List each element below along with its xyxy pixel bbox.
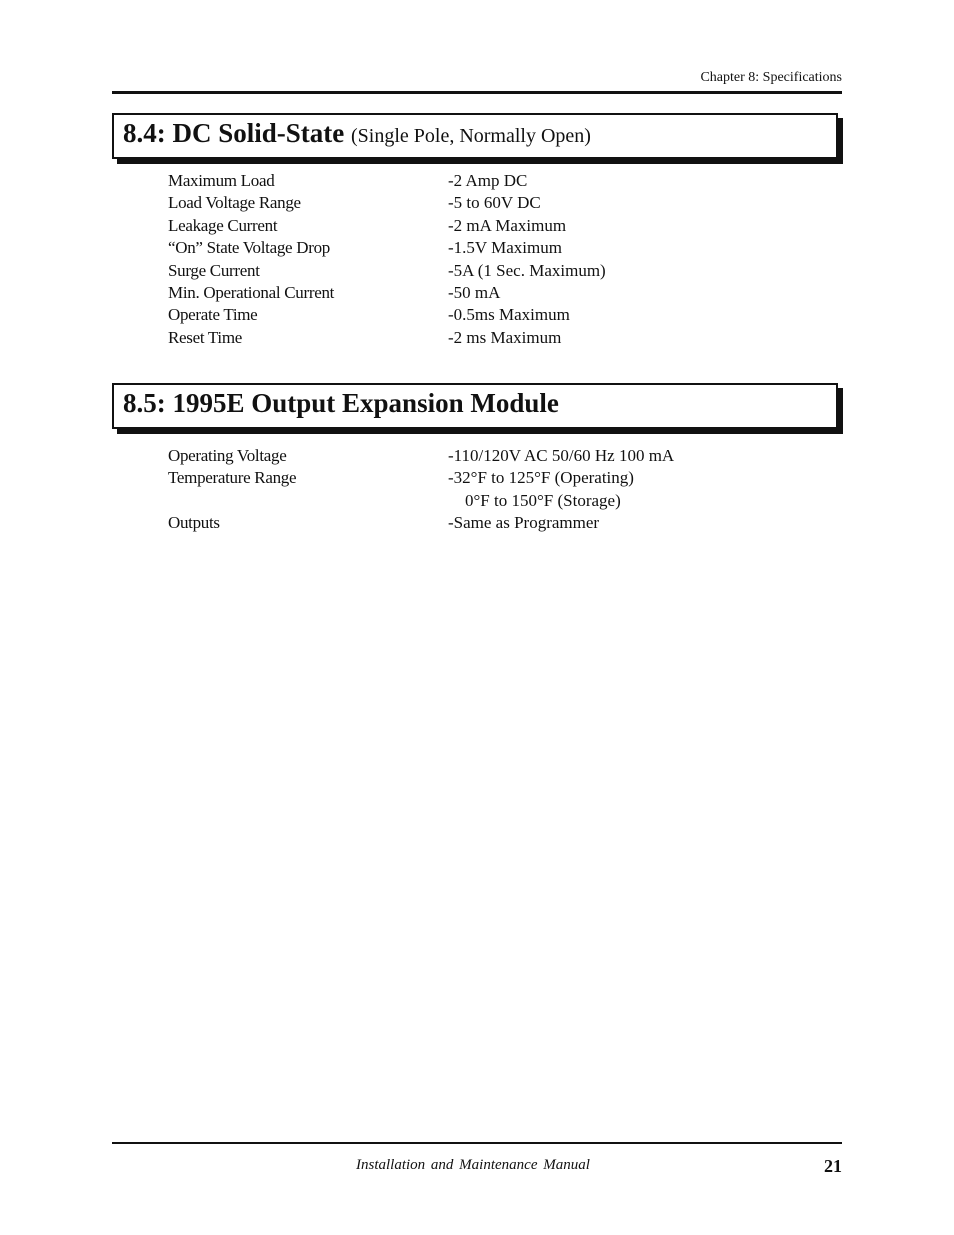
- footer-manual-title: Installation and Maintenance Manual: [356, 1157, 590, 1173]
- spec-value: [448, 260, 768, 282]
- spec-value: [448, 237, 768, 259]
- spec-row: [168, 467, 768, 512]
- spec-label: Leakage Current: [168, 215, 278, 235]
- spec-value: [448, 170, 768, 192]
- spec-value: [448, 192, 768, 214]
- spec-value-line: -50 mA: [448, 283, 501, 303]
- spec-row: [168, 282, 768, 304]
- spec-label: Load Voltage Range: [168, 193, 301, 213]
- spec-label: Outputs: [168, 513, 220, 533]
- chapter-header: Chapter 8: Specifications: [700, 70, 842, 85]
- spec-row: [168, 170, 768, 192]
- spec-label: Operating Voltage: [168, 446, 287, 465]
- spec-row: [168, 237, 768, 259]
- spec-value: [448, 512, 768, 534]
- spec-value: [448, 327, 768, 349]
- page-number: 21: [824, 1156, 842, 1176]
- section-heading-box-8-4: [112, 113, 838, 159]
- spec-value-line: 0°F to 150°F (Storage): [465, 490, 621, 510]
- spec-list-dc-solid-state: [168, 170, 768, 349]
- spec-label: “On” State Voltage Drop: [168, 238, 330, 258]
- spec-value: [448, 282, 768, 304]
- section-title-text: 8.4: DC Solid-State: [123, 118, 345, 148]
- spec-label: Maximum Load: [168, 171, 275, 190]
- spec-row: [168, 327, 768, 349]
- spec-value-line: -2 mA Maximum: [448, 215, 567, 235]
- spec-value-line: -2 ms Maximum: [448, 327, 562, 347]
- spec-row: [168, 260, 768, 282]
- spec-label: Surge Current: [168, 260, 260, 280]
- spec-value: [448, 304, 768, 326]
- spec-row: [168, 192, 768, 214]
- spec-list-expansion-module: [168, 445, 768, 535]
- section-subtitle: (Single Pole, Normally Open): [351, 125, 591, 147]
- spec-value-line: -32°F to 125°F (Operating): [448, 468, 634, 488]
- spec-row: [168, 304, 768, 326]
- spec-value-line: -1.5V Maximum: [448, 238, 562, 258]
- spec-row: [168, 215, 768, 237]
- spec-label: Temperature Range: [168, 468, 297, 488]
- section-heading-box-8-5: [112, 383, 838, 429]
- header-rule: [112, 91, 842, 94]
- spec-row: [168, 445, 768, 467]
- spec-value-line: -Same as Programmer: [448, 513, 600, 533]
- spec-row: [168, 512, 768, 534]
- spec-value: [448, 467, 768, 512]
- spec-value-line: -110/120V AC 50/60 Hz 100 mA: [448, 446, 675, 465]
- spec-value-line: -5A (1 Sec. Maximum): [448, 260, 606, 280]
- spec-value: [448, 215, 768, 237]
- spec-label: Min. Operational Current: [168, 283, 335, 303]
- spec-value-line: -5 to 60V DC: [448, 193, 541, 213]
- section-title-text: 8.5: 1995E Output Expansion Module: [123, 388, 559, 418]
- section-title-8-5: [123, 388, 559, 419]
- section-title-8-4: [123, 118, 591, 149]
- spec-value-line: -2 Amp DC: [448, 171, 528, 190]
- spec-value-line: -0.5ms Maximum: [448, 305, 570, 325]
- spec-label: Operate Time: [168, 305, 258, 325]
- footer-rule: [112, 1142, 842, 1144]
- spec-label: Reset Time: [168, 327, 242, 347]
- spec-value: [448, 445, 768, 467]
